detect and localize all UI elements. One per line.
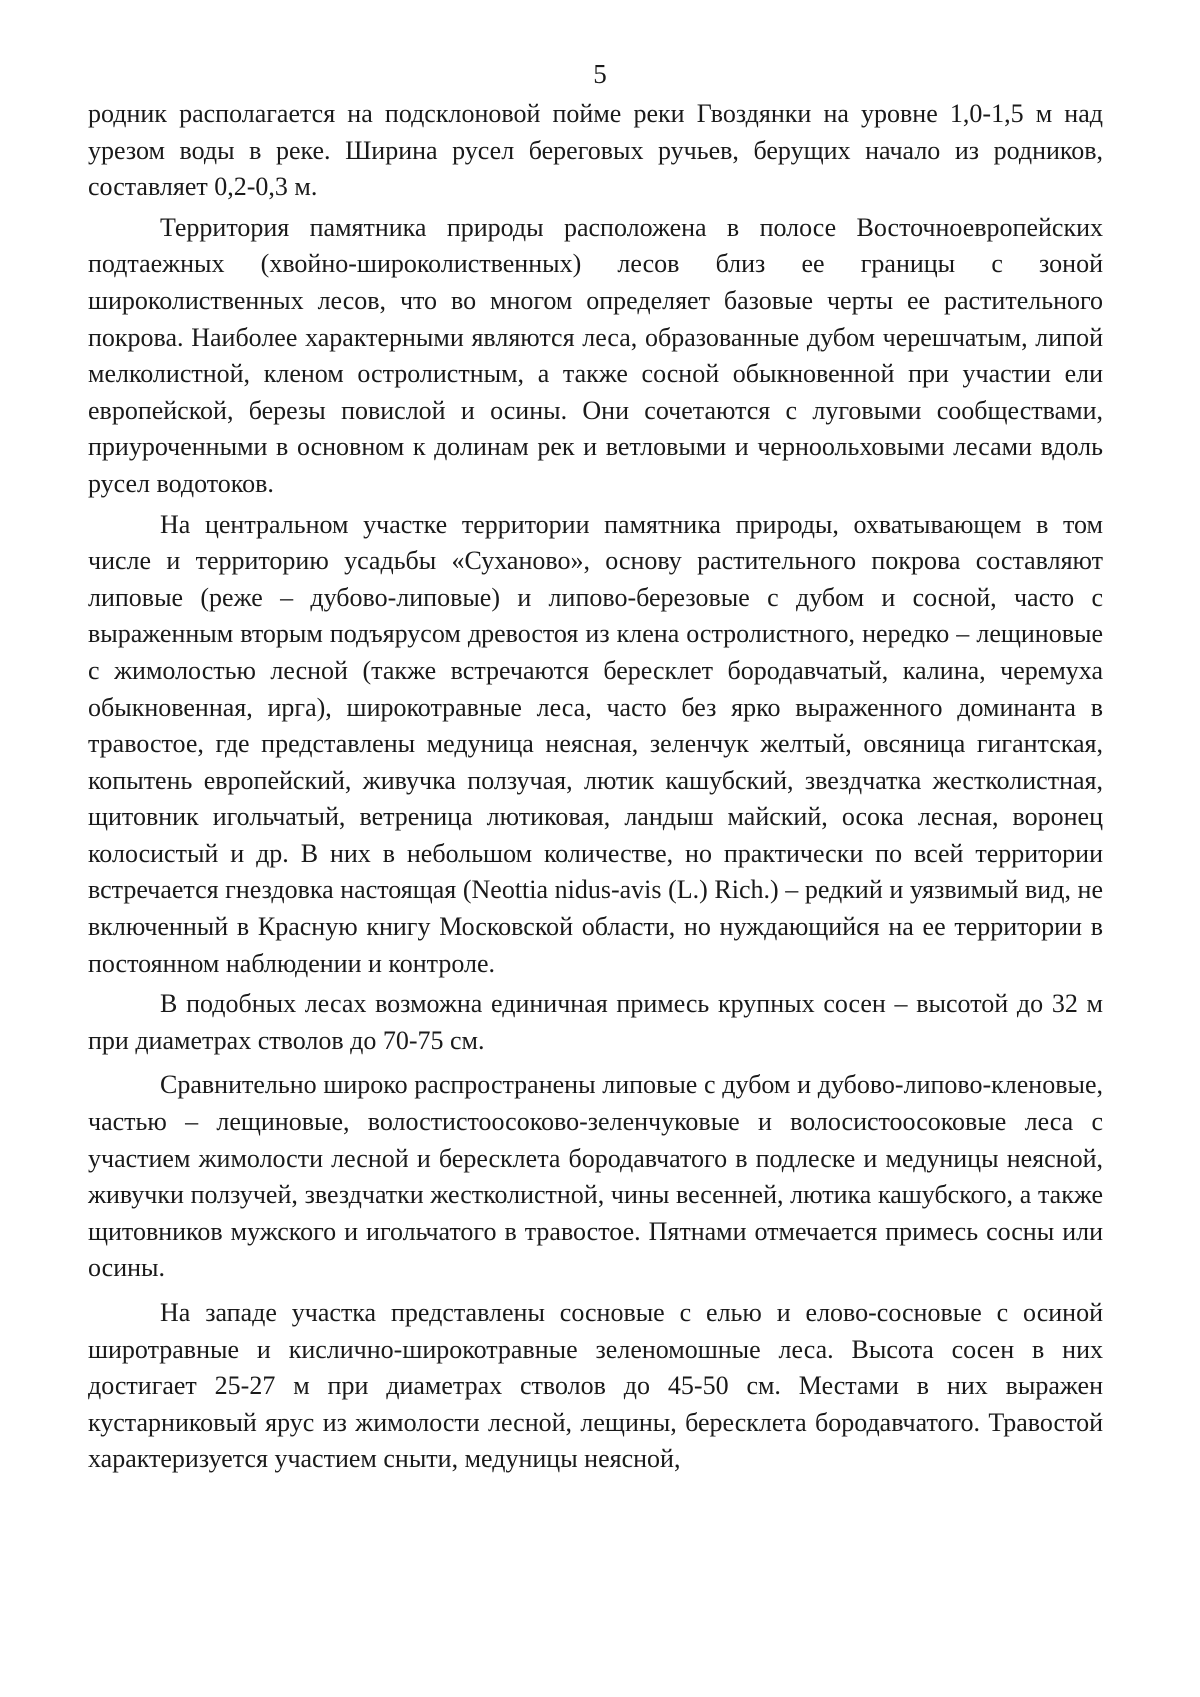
paragraph-western-section: На западе участка представлены сосновые с елью и елово-сосновые с осиной широтравные и кислично-широкотравные зеленомошные леса. Высота сосен в них достигает 25-27 м при диаметрах стволов до 45-50 см. Местами в них выражен кустарниковый ярус из жимолости лесной, лещины, бересклета бородавчатого. Травостой характеризуется участием сныти, медуницы неясной, (88, 1298, 1103, 1474)
paragraph-large-pines: В подобных лесах возможна единичная примесь крупных сосен – высотой до 32 м при диаметрах стволов до 70-75 см. (88, 989, 1103, 1055)
paragraph-continuation: родник располагается на подсклоновой пойме реки Гвоздянки на уровне 1,0-1,5 м над урезом воды в реке. Ширина русел береговых ручьев, берущих начало из родников, составляет 0,2-0,3 м. (88, 99, 1103, 202)
paragraph-linden-oak-forests: Сравнительно широко распространены липовые с дубом и дубово-липово-кленовые, частью – лещиновые, волостистоосоково-зеленчуковые и волосистоосоковые леса с участием жимолости лесной и бересклета бородавчатого в подлеске и медуницы неясной, живучки ползучей, звездчатки жестколистной, чины весенней, лютика кашубского, а также щитовников мужского и игольчатого в травостое. Пятнами отмечается примесь сосны или осины. (88, 1070, 1103, 1283)
page-number: 5 (593, 59, 607, 89)
paragraph-territory-vegetation: Территория памятника природы расположена в полосе Восточноевропейских подтаежных (хвойно-широколиственных) лесов близ ее границы с зоной широколиственных лесов, что во многом определяет базовые черты ее растительного покрова. Наиболее характерными являются леса, образованные дубом черешчатым, липой мелколистной, кленом остролистным, а также сосной обыкновенной при участии ели европейской, березы повислой и осины. Они сочетаются с луговыми сообществами, приуроченными в основном к долинам рек и ветловыми и черноольховыми лесами вдоль русел водотоков. (88, 212, 1103, 498)
document-body (88, 96, 1103, 1478)
paragraph-central-section: На центральном участке территории памятника природы, охватывающем в том числе и территорию усадьбы «Суханово», основу растительного покрова составляют липовые (реже – дубово-липовые) и липово-березовые с дубом и сосной, часто с выраженным вторым подъярусом древостоя из клена остролистного, нередко – лещиновые с жимолостью лесной (также встречаются бересклет бородавчатый, калина, черемуха обыкновенная, ирга), широкотравные леса, часто без ярко выраженного доминанта в травостое, где представлены медуница неясная, зеленчук желтый, овсяница гигантская, копытень европейский, живучка ползучая, лютик кашубский, звездчатка жестколистная, щитовник игольчатый, ветреница лютиковая, ландыш майский, осока лесная, воронец колосистый и др. В них в небольшом количестве, но практически по всей территории встречается гнездовка настоящая (Neottia nidus-avis (L.) Rich.) – редкий и уязвимый вид, не включенный в Красную книгу Московской области, но нуждающийся на ее территории в постоянном наблюдении и контроле. (88, 509, 1103, 978)
